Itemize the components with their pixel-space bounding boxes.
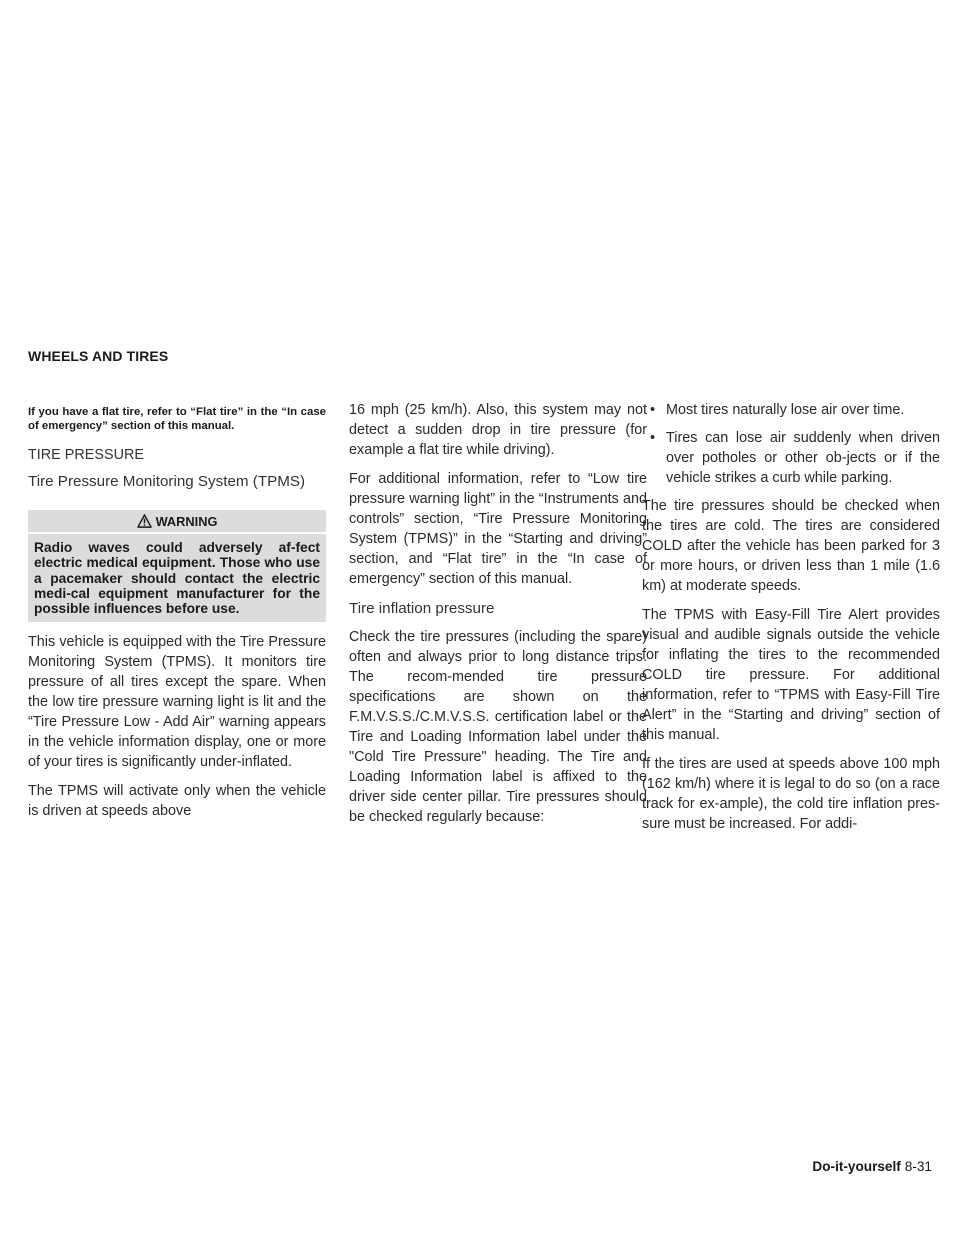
- bullet-list: [642, 400, 940, 488]
- column-2: [349, 400, 647, 836]
- paragraph: If the tires are used at speeds above 100 mph (162 km/h) where it is legal to do so (on a race track for ex-ample), the cold tire inflation pres-sure must be increased. For addi-: [642, 756, 940, 832]
- warning-title: WARNING: [155, 513, 218, 529]
- flat-tire-note: If you have a flat tire, refer to “Flat tire” in the “In case of emergency” section of this manual.: [28, 406, 326, 432]
- warning-triangle-icon: [137, 514, 152, 528]
- chapter-name: Do-it-yourself: [812, 1159, 901, 1174]
- bullet-dot: •: [650, 430, 656, 446]
- bullet-dot: •: [650, 402, 656, 418]
- list-item-text: Most tires naturally lose air over time.: [666, 402, 905, 418]
- list-item: [642, 428, 940, 488]
- paragraph: The TPMS will activate only when the vehicle is driven at speeds above: [28, 783, 326, 820]
- paragraph: 16 mph (25 km/h). Also, this system may not detect a sudden drop in tire pressure (for example a flat tire while driving).: [349, 402, 647, 458]
- column-1: [28, 400, 326, 830]
- warning-text: Radio waves could adversely af-fect electric medical equipment. Those who use a pacemaker should contact the electric medi-cal equipment manufacturer for the possible influences before use.: [34, 540, 320, 616]
- paragraph: For additional information, refer to “Low tire pressure warning light” in the “Instruments and controls” section, “Tire Pressure Monitoring System (TPMS)” in the “Starting and driving” section, and “Flat tire” in the “In case of emergency” section of this manual.: [349, 471, 647, 587]
- warning-box: [28, 510, 326, 622]
- paragraph: Check the tire pressures (including the spare) often and always prior to long distance trips. The recom-mended tire pressure specifications are shown on the F.M.V.S.S./C.M.V.S.S. certification label or the Tire and Loading Information label under the "Cold Tire Pressure" heading. The Tire and Loading Information label is affixed to the driver side center pillar. Tire pressures should be checked regularly because:: [349, 629, 647, 825]
- list-item: [642, 400, 940, 420]
- page-number: 8-31: [904, 1159, 932, 1174]
- heading-tire-pressure: TIRE PRESSURE: [28, 447, 144, 464]
- paragraph: The TPMS with Easy-Fill Tire Alert provides visual and audible signals outside the vehicle for inflating the tires to the recommended COLD tire pressure. For additional information, refer to “TPMS with Easy-Fill Tire Alert” in the “Starting and driving” section of this manual.: [642, 607, 940, 743]
- list-item-text: Tires can lose air suddenly when driven over potholes or other ob-jects or if the vehicle strikes a curb while parking.: [666, 430, 940, 486]
- warning-header: [28, 510, 326, 534]
- column-3: [642, 400, 940, 843]
- paragraph: The tire pressures should be checked when the tires are cold. The tires are considered COLD after the vehicle has been parked for 3 or more hours, or driven less than 1 mile (1.6 km) at moderate speeds.: [642, 498, 940, 594]
- subheading-tire-inflation-pressure: Tire inflation pressure: [349, 600, 495, 617]
- paragraph: This vehicle is equipped with the Tire Pressure Monitoring System (TPMS). It monitors tire pressure of all tires except the spare. When the low tire pressure warning light is lit and the “Tire Pressure Low - Add Air” warning appears in the vehicle information display, one or more of your tires is significantly under-inflated.: [28, 634, 326, 771]
- page-footer: [812, 1159, 932, 1174]
- subheading-tpms: Tire Pressure Monitoring System (TPMS): [28, 473, 306, 491]
- section-title: WHEELS AND TIRES: [28, 348, 169, 364]
